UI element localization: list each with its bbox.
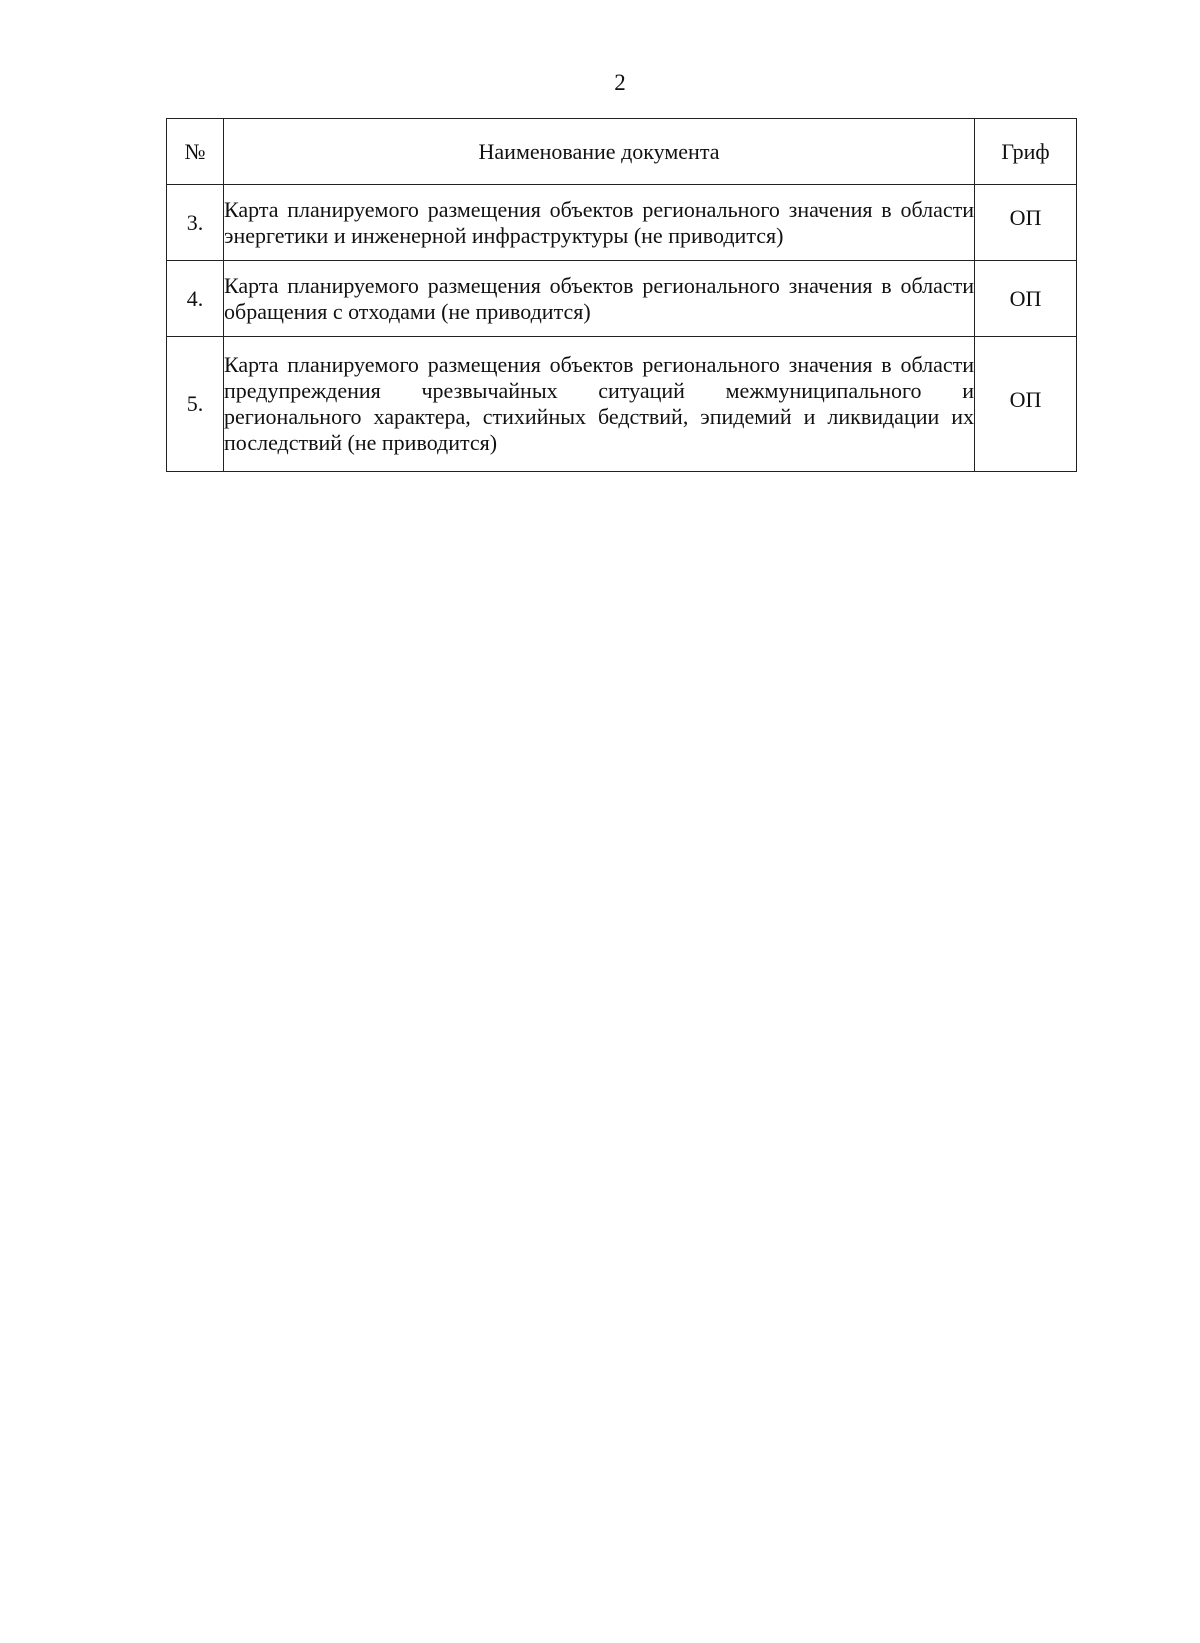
- column-header-name: Наименование документа: [224, 119, 975, 185]
- table-row: [167, 185, 1077, 261]
- page-number: 2: [614, 70, 626, 95]
- column-header-number: №: [167, 119, 224, 185]
- column-header-grif: Гриф: [975, 119, 1077, 185]
- row-grif: ОП: [975, 261, 1077, 337]
- row-document-name: Карта планируемого размещения объектов регионального значения в области обращения с отходами (не приводится): [224, 261, 975, 337]
- row-number: 4.: [167, 261, 224, 337]
- table-header-row: [167, 119, 1077, 185]
- row-grif: ОП: [975, 185, 1077, 261]
- row-number: 3.: [167, 185, 224, 261]
- row-document-name: Карта планируемого размещения объектов регионального значения в области предупреждения чрезвычайных ситуаций межмуниципального и регионального характера, стихийных бедствий, эпидемий и ликвидации их последствий (не приводится): [224, 337, 975, 472]
- row-number: 5.: [167, 337, 224, 472]
- row-document-name: Карта планируемого размещения объектов регионального значения в области энергетики и инженерной инфраструктуры (не приводится): [224, 185, 975, 261]
- row-grif: ОП: [975, 337, 1077, 472]
- table-row: [167, 337, 1077, 472]
- documents-table: [166, 118, 1077, 472]
- table-row: [167, 261, 1077, 337]
